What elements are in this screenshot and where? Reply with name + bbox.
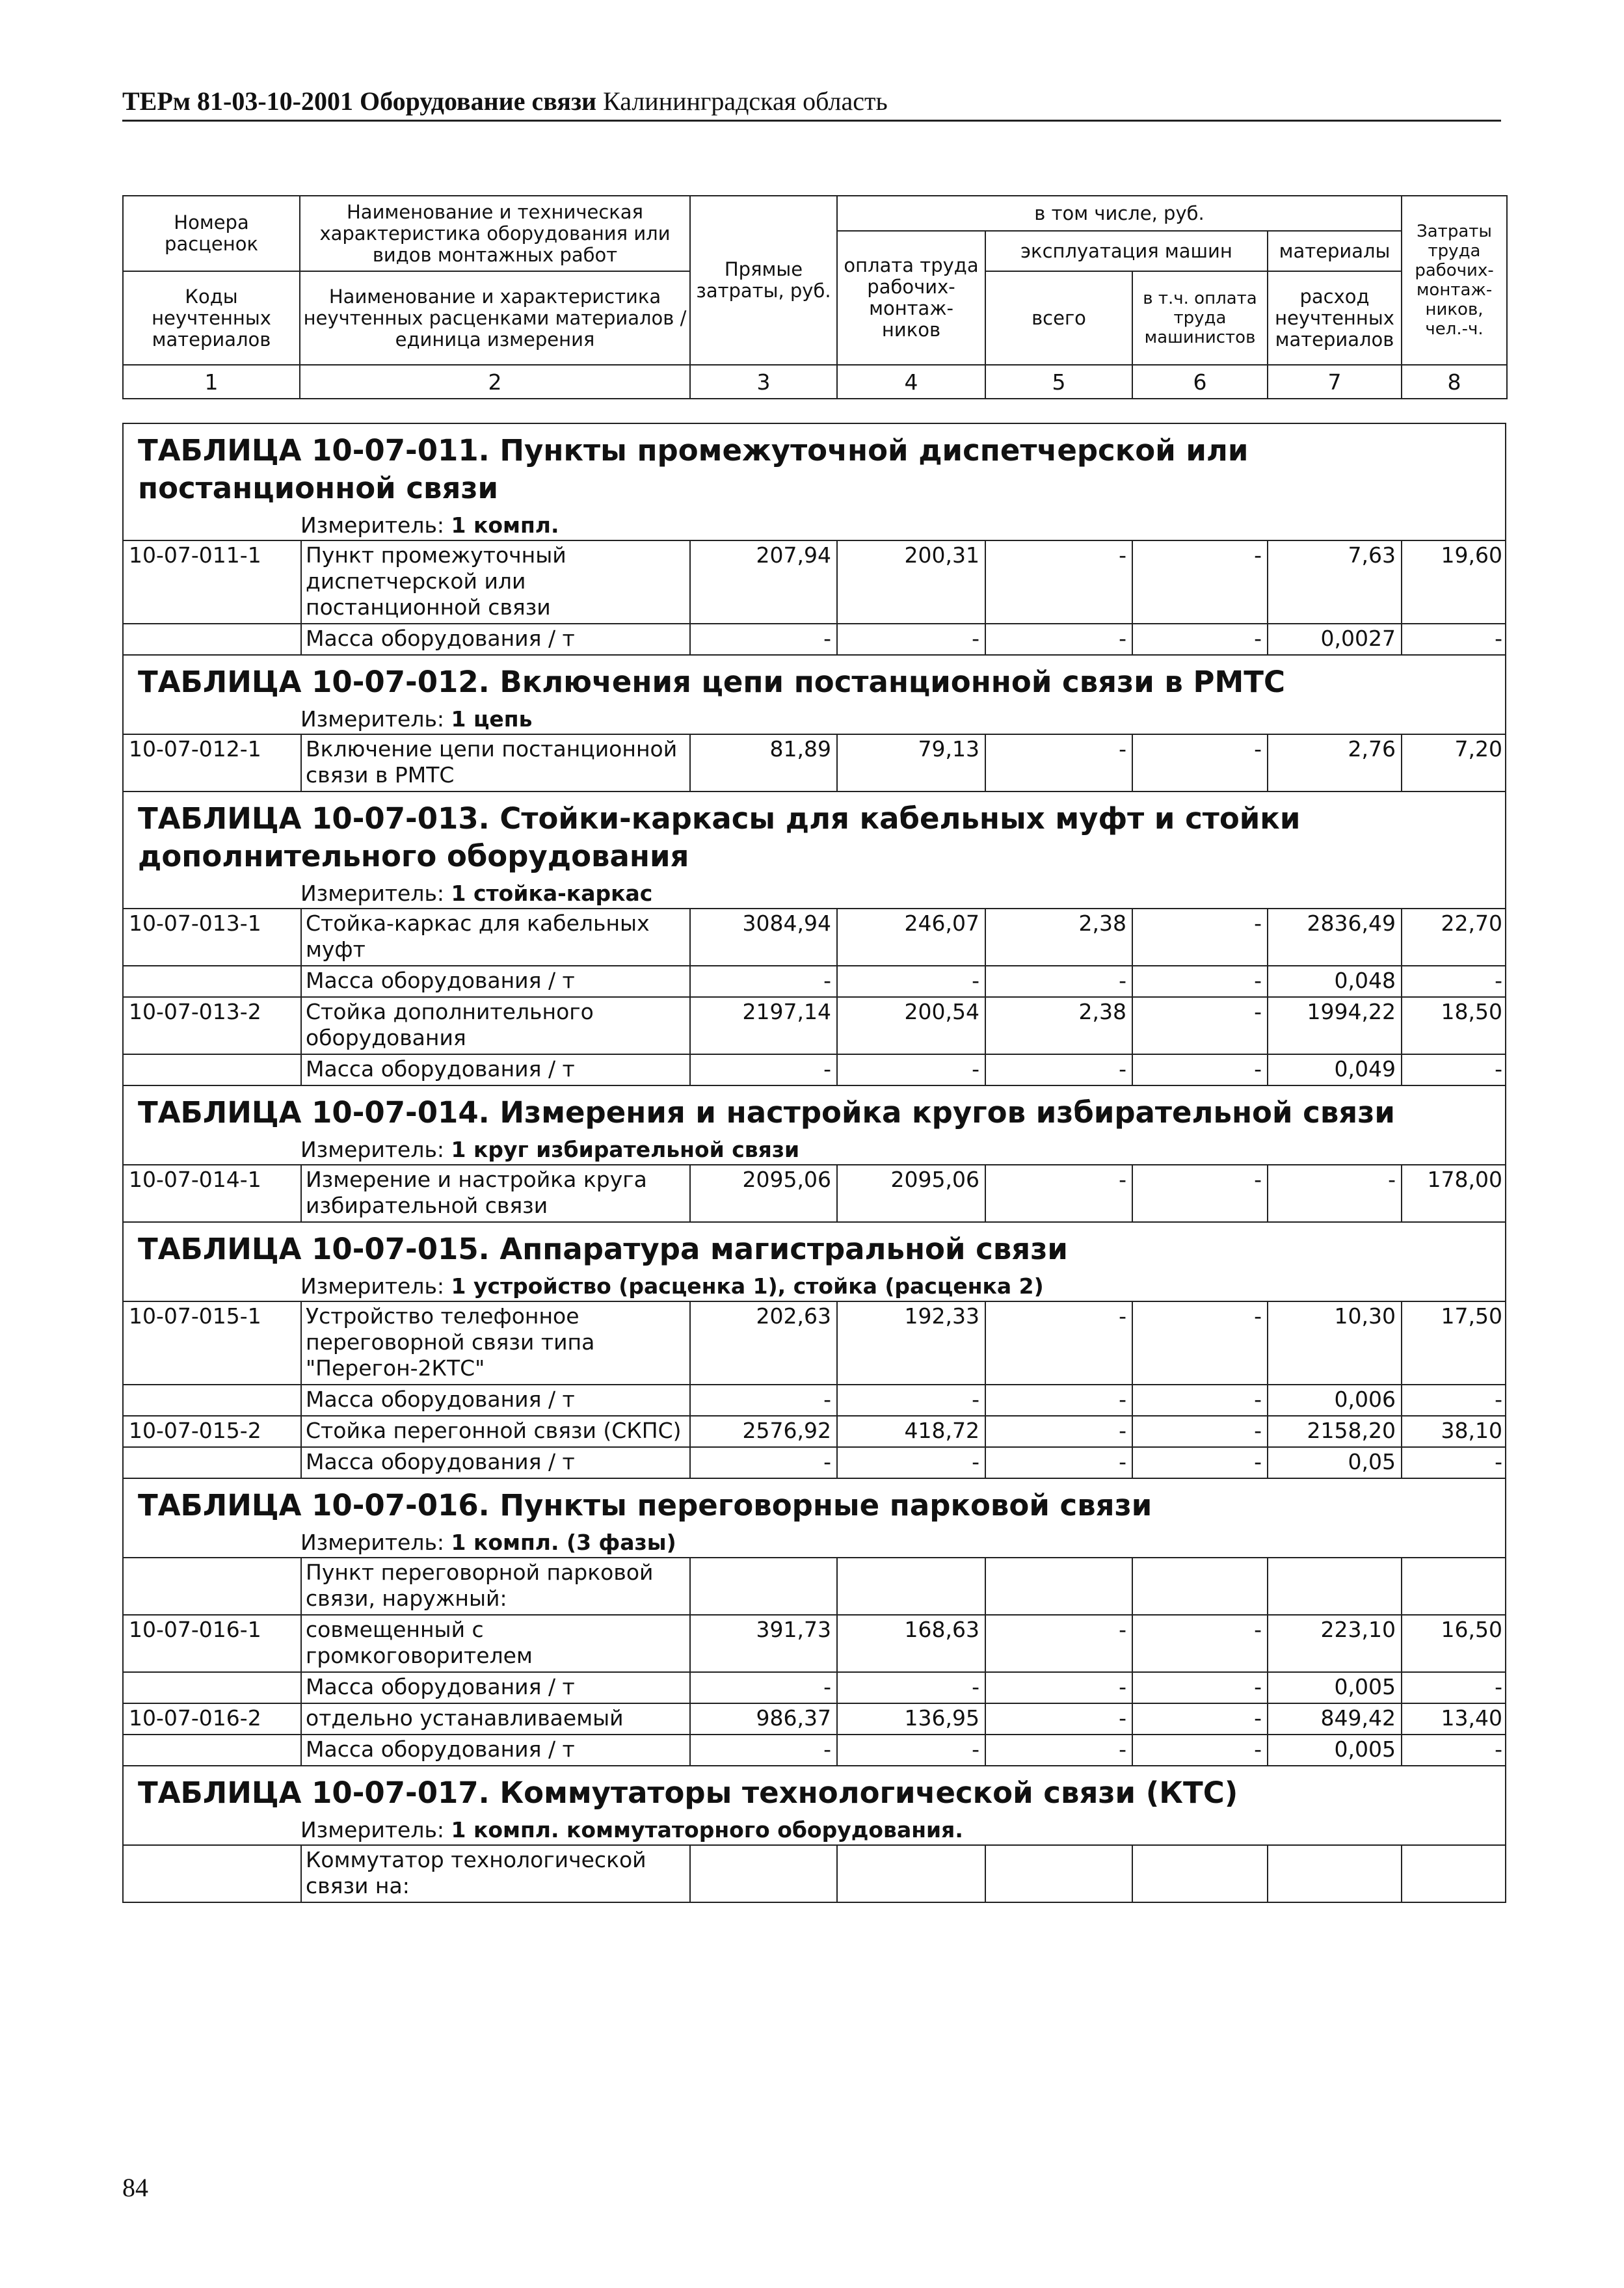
table-row: [124, 996, 1505, 1054]
rate-name-cell: Включение цепи постанционной связи в РМТС: [300, 735, 689, 791]
table-section: [122, 1478, 1506, 1765]
machines-total-cell: -: [985, 541, 1132, 623]
labor-pay-cell: 418,72: [836, 1417, 985, 1446]
header-direct-costs: Прямые затраты, руб.: [690, 196, 837, 365]
measure-label: Измеритель:: [300, 881, 445, 906]
machines-total-cell: -: [985, 1704, 1132, 1734]
machines-total-cell: -: [985, 1448, 1132, 1478]
rate-name-cell: совмещенный с громкоговорителем: [300, 1616, 689, 1671]
machines-total-cell: -: [985, 735, 1132, 791]
measure-value: 1 цепь: [451, 706, 533, 732]
machinist-pay-cell: [1132, 1558, 1267, 1614]
machines-total-cell: -: [985, 1616, 1132, 1671]
materials-cell: 849,42: [1267, 1704, 1401, 1734]
materials-cell: 0,0027: [1267, 624, 1401, 654]
column-number: 4: [837, 365, 985, 399]
measure-value: 1 круг избирательной связи: [451, 1137, 800, 1162]
direct-costs-cell: 2576,92: [689, 1417, 836, 1446]
column-number: 8: [1402, 365, 1507, 399]
labor-costs-cell: 7,20: [1401, 735, 1508, 791]
rate-name-cell: Стойка-каркас для кабельных муфт: [300, 909, 689, 965]
section-title: ТАБЛИЦА 10-07-014. Измерения и настройка кругов избирательной связи: [124, 1085, 1505, 1136]
rate-code-cell: 10-07-016-1: [129, 1617, 261, 1642]
labor-costs-cell: -: [1401, 966, 1508, 996]
labor-costs-cell: 16,50: [1401, 1616, 1508, 1671]
labor-pay-cell: 2095,06: [836, 1165, 985, 1221]
labor-costs-cell: -: [1401, 1673, 1508, 1703]
machines-total-cell: -: [985, 966, 1132, 996]
table-row: [124, 1301, 1505, 1384]
table-section: [122, 1085, 1506, 1221]
table-section: [122, 423, 1506, 654]
measure-label: Измеритель:: [300, 1817, 445, 1842]
labor-pay-cell: 79,13: [836, 735, 985, 791]
column-number: 5: [985, 365, 1132, 399]
rate-name-cell: Коммутатор технологической связи на:: [300, 1846, 689, 1902]
labor-pay-cell: -: [836, 1385, 985, 1415]
machines-total-cell: -: [985, 624, 1132, 654]
header-labor-costs: Затраты труда рабочих-монтаж-ников, чел.-ч.: [1402, 196, 1507, 365]
machinist-pay-cell: -: [1132, 1673, 1267, 1703]
section-title: ТАБЛИЦА 10-07-013. Стойки-каркасы для кабельных муфт и стойки дополнительного оборудования: [124, 791, 1505, 879]
rate-name-cell: Масса оборудования / т: [300, 966, 689, 996]
materials-cell: 0,049: [1267, 1055, 1401, 1085]
materials-cell: [1267, 1558, 1401, 1614]
machines-total-cell: [985, 1846, 1132, 1902]
section-title: ТАБЛИЦА 10-07-016. Пункты переговорные парковой связи: [124, 1478, 1505, 1528]
table-row: [124, 540, 1505, 623]
labor-pay-cell: -: [836, 1055, 985, 1085]
direct-costs-cell: -: [689, 966, 836, 996]
labor-costs-cell: -: [1401, 1055, 1508, 1085]
direct-costs-cell: 3084,94: [689, 909, 836, 965]
labor-costs-cell: 13,40: [1401, 1704, 1508, 1734]
rate-code-cell: 10-07-014-1: [129, 1167, 261, 1192]
materials-cell: [1267, 1846, 1401, 1902]
table-row: [124, 1734, 1505, 1765]
labor-costs-cell: 18,50: [1401, 998, 1508, 1054]
table-row: [124, 1446, 1505, 1478]
machinist-pay-cell: -: [1132, 998, 1267, 1054]
column-number: 6: [1132, 365, 1268, 399]
labor-costs-cell: -: [1401, 1385, 1508, 1415]
machines-total-cell: 2,38: [985, 998, 1132, 1054]
machinist-pay-cell: -: [1132, 1302, 1267, 1384]
machinist-pay-cell: -: [1132, 1448, 1267, 1478]
section-measure: [124, 511, 1505, 540]
table-row: [124, 1054, 1505, 1085]
rate-code-cell: [124, 1055, 300, 1085]
materials-cell: 0,05: [1267, 1448, 1401, 1478]
rate-code-cell: [124, 966, 300, 996]
rate-code-cell: [124, 624, 300, 654]
column-number: 3: [690, 365, 837, 399]
column-number: 2: [300, 365, 690, 399]
rate-code-cell: [124, 1846, 300, 1902]
labor-costs-cell: 19,60: [1401, 541, 1508, 623]
direct-costs-cell: 986,37: [689, 1704, 836, 1734]
rate-name-cell: Измерение и настройка круга избирательной связи: [300, 1165, 689, 1221]
section-measure: [124, 879, 1505, 908]
table-row: [124, 1844, 1505, 1902]
measure-label: Измеритель:: [300, 1530, 445, 1555]
table-row: [124, 1703, 1505, 1734]
rate-code-cell: 10-07-015-1: [129, 1303, 261, 1329]
labor-pay-cell: 200,54: [836, 998, 985, 1054]
labor-pay-cell: 200,31: [836, 541, 985, 623]
table-section: [122, 1221, 1506, 1478]
machinist-pay-cell: -: [1132, 1165, 1267, 1221]
labor-costs-cell: 17,50: [1401, 1302, 1508, 1384]
labor-pay-cell: [836, 1846, 985, 1902]
machines-total-cell: 2,38: [985, 909, 1132, 965]
labor-pay-cell: 168,63: [836, 1616, 985, 1671]
labor-pay-cell: -: [836, 1735, 985, 1765]
section-title: ТАБЛИЦА 10-07-012. Включения цепи постанционной связи в РМТС: [124, 654, 1505, 705]
labor-costs-cell: [1401, 1846, 1508, 1902]
materials-cell: 2,76: [1267, 735, 1401, 791]
direct-costs-cell: -: [689, 1385, 836, 1415]
section-title: ТАБЛИЦА 10-07-017. Коммутаторы технологической связи (КТС): [124, 1765, 1505, 1816]
header-machines: эксплуатация машин: [985, 231, 1268, 271]
section-measure: [124, 1816, 1505, 1844]
labor-pay-cell: -: [836, 1673, 985, 1703]
table-row: [124, 1384, 1505, 1415]
rate-code-cell: 10-07-011-1: [129, 542, 261, 568]
section-title: ТАБЛИЦА 10-07-015. Аппаратура магистральной связи: [124, 1221, 1505, 1272]
measure-value: 1 устройство (расценка 1), стойка (расценка 2): [451, 1273, 1044, 1299]
materials-cell: 7,63: [1267, 541, 1401, 623]
measure-value: 1 стойка-каркас: [451, 881, 653, 906]
section-measure: [124, 705, 1505, 734]
section-measure: [124, 1136, 1505, 1164]
materials-cell: 0,005: [1267, 1735, 1401, 1765]
labor-pay-cell: -: [836, 624, 985, 654]
rate-code-cell: 10-07-013-1: [129, 911, 261, 936]
direct-costs-cell: 81,89: [689, 735, 836, 791]
document-header: [122, 86, 1501, 122]
machines-total-cell: -: [985, 1735, 1132, 1765]
column-number: 7: [1268, 365, 1402, 399]
rate-name-cell: Пункт промежуточный диспетчерской или постанционной связи: [300, 541, 689, 623]
machines-total-cell: -: [985, 1055, 1132, 1085]
rate-code-cell: 10-07-015-2: [129, 1418, 261, 1443]
table-body: [122, 423, 1506, 1903]
rate-code-cell: 10-07-016-2: [129, 1705, 261, 1731]
direct-costs-cell: 202,63: [689, 1302, 836, 1384]
table-row: [124, 734, 1505, 791]
table-row: [124, 1614, 1505, 1671]
labor-costs-cell: 38,10: [1401, 1417, 1508, 1446]
measure-label: Измеритель:: [300, 706, 445, 732]
header-including: в том числе, руб.: [837, 196, 1402, 231]
rate-code-cell: [124, 1735, 300, 1765]
machinist-pay-cell: [1132, 1846, 1267, 1902]
rate-code-cell: 10-07-013-2: [129, 999, 261, 1024]
rate-name-cell: Масса оборудования / т: [300, 1448, 689, 1478]
machines-total-cell: [985, 1558, 1132, 1614]
materials-cell: 2836,49: [1267, 909, 1401, 965]
machinist-pay-cell: -: [1132, 909, 1267, 965]
rate-name-cell: Масса оборудования / т: [300, 1735, 689, 1765]
machines-total-cell: -: [985, 1417, 1132, 1446]
rate-code-cell: [124, 1673, 300, 1703]
materials-cell: 223,10: [1267, 1616, 1401, 1671]
labor-costs-cell: -: [1401, 1448, 1508, 1478]
labor-costs-cell: -: [1401, 1735, 1508, 1765]
labor-costs-cell: -: [1401, 624, 1508, 654]
direct-costs-cell: 391,73: [689, 1616, 836, 1671]
materials-cell: 1994,22: [1267, 998, 1401, 1054]
machines-total-cell: -: [985, 1673, 1132, 1703]
machinist-pay-cell: -: [1132, 1055, 1267, 1085]
measure-label: Измеритель:: [300, 1137, 445, 1162]
table-row: [124, 1671, 1505, 1703]
rate-code-cell: [124, 1448, 300, 1478]
measure-label: Измеритель:: [300, 512, 445, 538]
rate-name-cell: Стойка дополнительного оборудования: [300, 998, 689, 1054]
document-header-code: ТЕРм 81-03-10-2001 Оборудование связи: [122, 86, 597, 116]
labor-pay-cell: [836, 1558, 985, 1614]
materials-cell: 0,005: [1267, 1673, 1401, 1703]
materials-cell: 2158,20: [1267, 1417, 1401, 1446]
rate-name-cell: Масса оборудования / т: [300, 624, 689, 654]
direct-costs-cell: [689, 1558, 836, 1614]
machines-total-cell: -: [985, 1302, 1132, 1384]
rate-name-cell: Устройство телефонное переговорной связи типа "Перегон-2КТС": [300, 1302, 689, 1384]
machinist-pay-cell: -: [1132, 541, 1267, 623]
materials-cell: -: [1267, 1165, 1401, 1221]
column-number: 1: [123, 365, 300, 399]
table-row: [124, 1557, 1505, 1614]
measure-label: Измеритель:: [300, 1273, 445, 1299]
rate-name-cell: Масса оборудования / т: [300, 1055, 689, 1085]
rate-name-cell: Масса оборудования / т: [300, 1673, 689, 1703]
header-material-codes: Коды неучтенных материалов: [123, 271, 300, 365]
labor-pay-cell: -: [836, 966, 985, 996]
materials-cell: 0,006: [1267, 1385, 1401, 1415]
direct-costs-cell: -: [689, 624, 836, 654]
labor-costs-cell: 178,00: [1401, 1165, 1508, 1221]
labor-pay-cell: 136,95: [836, 1704, 985, 1734]
machinist-pay-cell: -: [1132, 1735, 1267, 1765]
machines-total-cell: -: [985, 1385, 1132, 1415]
rate-name-cell: Стойка перегонной связи (СКПС): [300, 1417, 689, 1446]
labor-pay-cell: 246,07: [836, 909, 985, 965]
labor-pay-cell: -: [836, 1448, 985, 1478]
direct-costs-cell: 207,94: [689, 541, 836, 623]
rate-code-cell: [124, 1558, 300, 1614]
header-machines-total: всего: [985, 271, 1132, 365]
header-materials: материалы: [1268, 231, 1402, 271]
direct-costs-cell: -: [689, 1673, 836, 1703]
direct-costs-cell: -: [689, 1055, 836, 1085]
machines-total-cell: -: [985, 1165, 1132, 1221]
table-section: [122, 654, 1506, 791]
materials-cell: 10,30: [1267, 1302, 1401, 1384]
table-row: [124, 908, 1505, 965]
table-row: [124, 1415, 1505, 1446]
machinist-pay-cell: -: [1132, 1704, 1267, 1734]
header-labor-pay: оплата труда рабочих-монтаж-ников: [837, 231, 985, 365]
section-title: ТАБЛИЦА 10-07-011. Пункты промежуточной диспетчерской или постанционной связи: [124, 423, 1505, 511]
page-number: 84: [122, 2173, 148, 2202]
machinist-pay-cell: -: [1132, 1385, 1267, 1415]
direct-costs-cell: 2197,14: [689, 998, 836, 1054]
rate-code-cell: [124, 1385, 300, 1415]
table-section: [122, 1765, 1506, 1903]
rate-name-cell: Масса оборудования / т: [300, 1385, 689, 1415]
machinist-pay-cell: -: [1132, 1616, 1267, 1671]
labor-costs-cell: 22,70: [1401, 909, 1508, 965]
table-column-header: [122, 195, 1508, 399]
table-row: [124, 965, 1505, 996]
header-rate-numbers: Номера расценок: [123, 196, 300, 271]
section-measure: [124, 1272, 1505, 1301]
measure-value: 1 компл. коммутаторного оборудования.: [451, 1817, 963, 1842]
rate-code-cell: 10-07-012-1: [129, 736, 261, 762]
table-section: [122, 791, 1506, 1085]
measure-value: 1 компл.: [451, 512, 559, 538]
machinist-pay-cell: -: [1132, 966, 1267, 996]
direct-costs-cell: -: [689, 1735, 836, 1765]
rate-name-cell: отдельно устанавливаемый: [300, 1704, 689, 1734]
labor-costs-cell: [1401, 1558, 1508, 1614]
header-material-names: Наименование и характеристика неучтенных расценками материалов / единица измерения: [300, 271, 690, 365]
header-materials-consumption: расход неучтенных материалов: [1268, 271, 1402, 365]
rate-name-cell: Пункт переговорной парковой связи, наружный:: [300, 1558, 689, 1614]
materials-cell: 0,048: [1267, 966, 1401, 996]
direct-costs-cell: -: [689, 1448, 836, 1478]
machinist-pay-cell: -: [1132, 1417, 1267, 1446]
labor-pay-cell: 192,33: [836, 1302, 985, 1384]
table-row: [124, 1164, 1505, 1221]
document-header-region: Калининградская область: [603, 86, 888, 116]
section-measure: [124, 1528, 1505, 1557]
machinist-pay-cell: -: [1132, 624, 1267, 654]
direct-costs-cell: 2095,06: [689, 1165, 836, 1221]
header-machinist-pay: в т.ч. оплата труда машинистов: [1132, 271, 1268, 365]
machinist-pay-cell: -: [1132, 735, 1267, 791]
direct-costs-cell: [689, 1846, 836, 1902]
measure-value: 1 компл. (3 фазы): [451, 1530, 676, 1555]
table-row: [124, 623, 1505, 654]
header-work-name: Наименование и техническая характеристика оборудования или видов монтажных работ: [300, 196, 690, 271]
